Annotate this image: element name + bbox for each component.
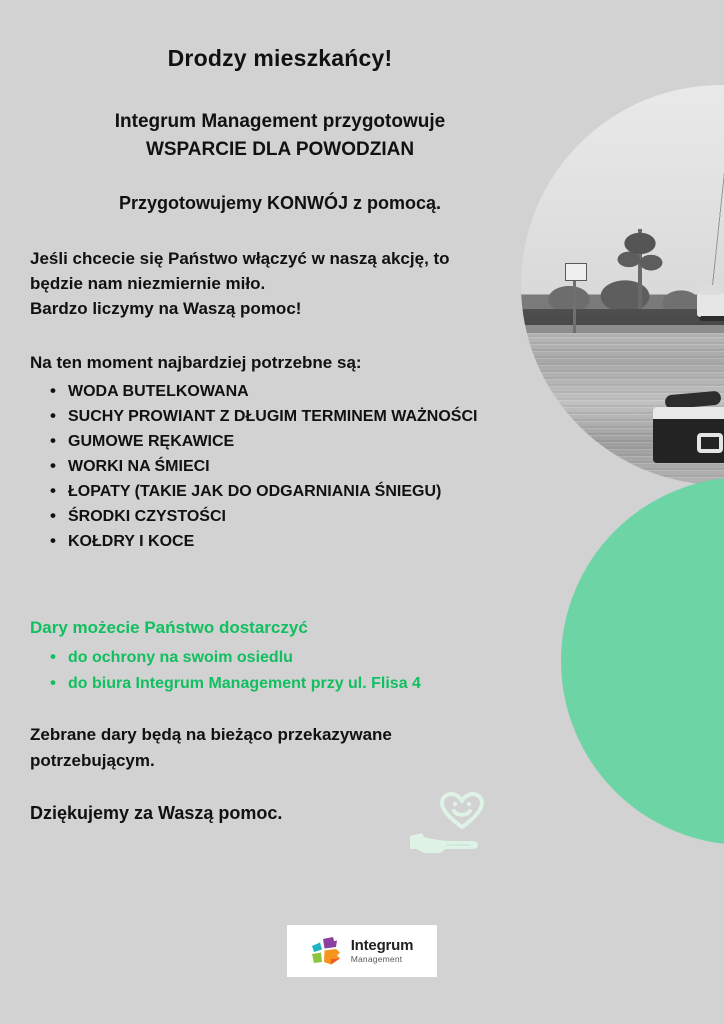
list-item: • WORKI NA ŚMIECI <box>48 454 548 479</box>
list-item: • ŚRODKI CZYSTOŚCI <box>48 504 548 529</box>
delivery-heading: Dary możecie Państwo dostarczyć <box>30 618 308 637</box>
integrum-logo-mark <box>311 936 343 966</box>
intro-paragraph <box>30 246 520 321</box>
list-item: • SUCHY PROWIANT Z DŁUGIM TERMINEM WAŻNOŚCI <box>48 404 548 429</box>
list-item: • KOŁDRY I KOCE <box>48 529 548 554</box>
subtitle-block <box>0 108 560 164</box>
subtitle-line-2: WSPARCIE DLA POWODZIAN <box>145 139 415 160</box>
list-item: • do biura Integrum Management przy ul. Flisa 4 <box>48 671 568 697</box>
list-item: • WODA BUTELKOWANA <box>48 379 548 404</box>
hand-shape <box>410 833 478 853</box>
intro-line-3: Bardzo liczymy na Waszą pomoc! <box>30 299 302 318</box>
page-title: Drodzy mieszkańcy! <box>167 45 393 71</box>
logo-subtitle: Management <box>350 954 403 965</box>
integrum-logo-card <box>287 925 437 977</box>
collected-line-1: Zebrane dary będą na bieżąco przekazywane <box>30 725 392 744</box>
needs-list <box>48 379 548 554</box>
intro-line-1: Jeśli chcecie się Państwo włączyć w naszą akcję, to <box>30 249 450 268</box>
delivery-list <box>48 645 568 697</box>
collected-note <box>30 722 500 774</box>
list-item: • ŁOPATY (TAKIE JAK DO ODGARNIANIA ŚNIEGU) <box>48 479 548 504</box>
subtitle-line-1: Integrum Management przygotowuje <box>114 111 446 132</box>
collected-line-2: potrzebującym. <box>30 751 155 770</box>
needs-heading: Na ten moment najbardziej potrzebne są: <box>30 353 362 372</box>
intro-line-2: będzie nam niezmiernie miło. <box>30 274 266 293</box>
list-item: • do ochrony na swoim osiedlu <box>48 645 568 671</box>
list-item: • GUMOWE RĘKAWICE <box>48 429 548 454</box>
integrum-logo-text <box>351 938 414 964</box>
thanks-line: Dziękujemy za Waszą pomoc. <box>30 803 283 823</box>
logo-name: Integrum <box>350 937 414 955</box>
convoy-line: Przygotowujemy KONWÓJ z pomocą. <box>118 193 442 213</box>
heart-in-hand-icon <box>406 789 502 861</box>
